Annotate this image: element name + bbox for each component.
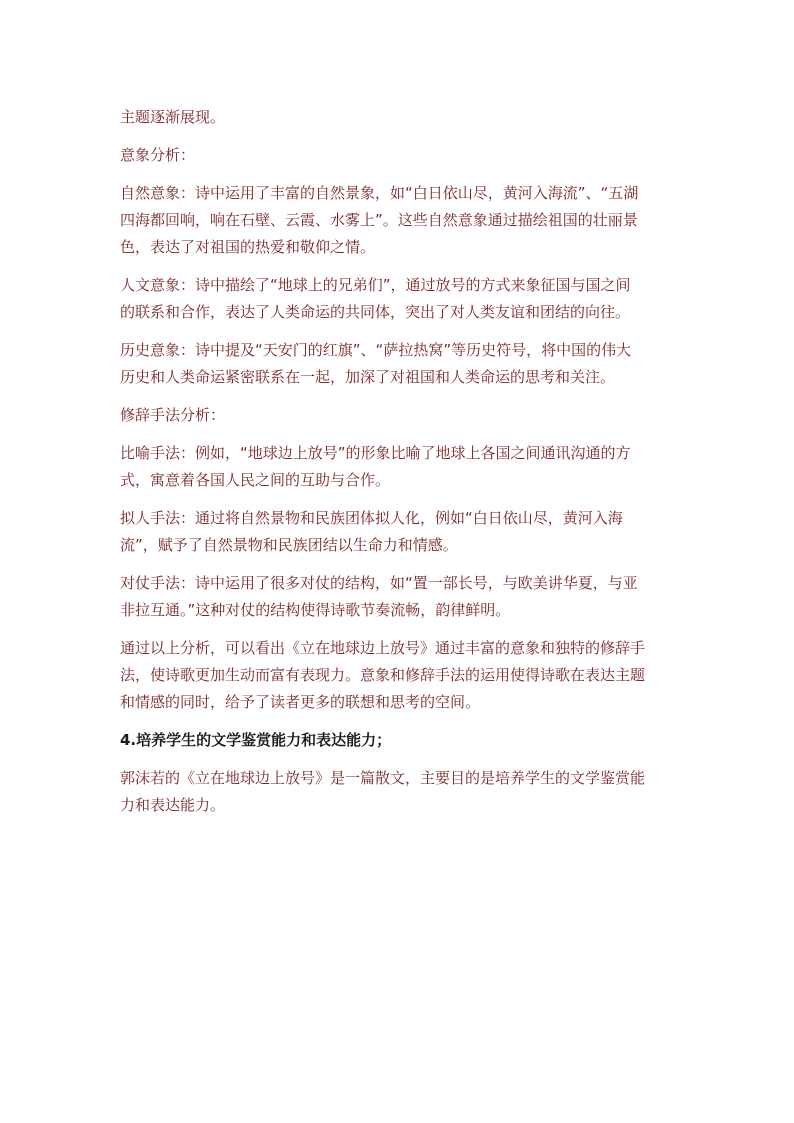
paragraph-line: 四海都回响，响在石壁、云霞、水雾上”。这些自然意象通过描绘祖国的壮丽景: [120, 211, 638, 229]
paragraph-line: 主题逐渐展现。: [120, 108, 226, 126]
paragraph-line: 人文意象：诗中描绘了“地球上的兄弟们”，通过放号的方式来象征国与国之间: [120, 276, 631, 294]
paragraph-line: 比喻手法：例如，“地球边上放号”的形象比喻了地球上各国之间通讯沟通的方: [120, 444, 631, 462]
section-label-rhetoric: 修辞手法分析：: [120, 406, 226, 424]
paragraph-line: 郭沫若的《立在地球边上放号》是一篇散文，主要目的是培养学生的文学鉴赏能: [120, 769, 646, 787]
document-body: [120, 104, 680, 819]
paragraph-line: 和情感的同时，给予了读者更多的联想和思考的空间。: [120, 693, 481, 711]
paragraph-line: 的联系和合作，表达了人类命运的共同体，突出了对人类友谊和团结的向往。: [120, 303, 631, 321]
paragraph-line: 历史和人类命运紧密联系在一起，加深了对祖国和人类命运的思考和关注。: [120, 368, 616, 386]
paragraph-line: 法，使诗歌更加生动而富有表现力。意象和修辞手法的运用使得诗歌在表达主题: [120, 666, 646, 684]
paragraph-line: 式，寓意着各国人民之间的互助与合作。: [120, 471, 391, 489]
paragraph-line: 非拉互通。”这种对仗的结构使得诗歌节奏流畅，韵律鲜明。: [120, 601, 511, 619]
paragraph-line: 力和表达能力。: [120, 796, 226, 814]
section-heading: 4.培养学生的文学鉴赏能力和表达能力；: [120, 731, 392, 749]
paragraph-line: 通过以上分析，可以看出《立在地球边上放号》通过丰富的意象和独特的修辞手: [120, 639, 646, 657]
paragraph-line: 自然意象：诗中运用了丰富的自然景象，如“白日依山尽，黄河入海流”、“五湖: [120, 184, 639, 202]
paragraph-line: 历史意象：诗中提及“天安门的红旗”、“萨拉热窝”等历史符号，将中国的伟大: [120, 341, 632, 359]
paragraph-line: 色，表达了对祖国的热爱和敬仰之情。: [120, 238, 376, 256]
section-label-imagery: 意象分析：: [120, 146, 196, 164]
paragraph-line: 对仗手法：诗中运用了很多对仗的结构，如“置一部长号，与欧美讲华夏，与亚: [120, 574, 638, 592]
paragraph-line: 拟人手法：通过将自然景物和民族团体拟人化，例如“白日依山尽，黄河入海: [120, 509, 623, 527]
paragraph-line: 流”，赋予了自然景物和民族团结以生命力和情感。: [120, 536, 458, 554]
